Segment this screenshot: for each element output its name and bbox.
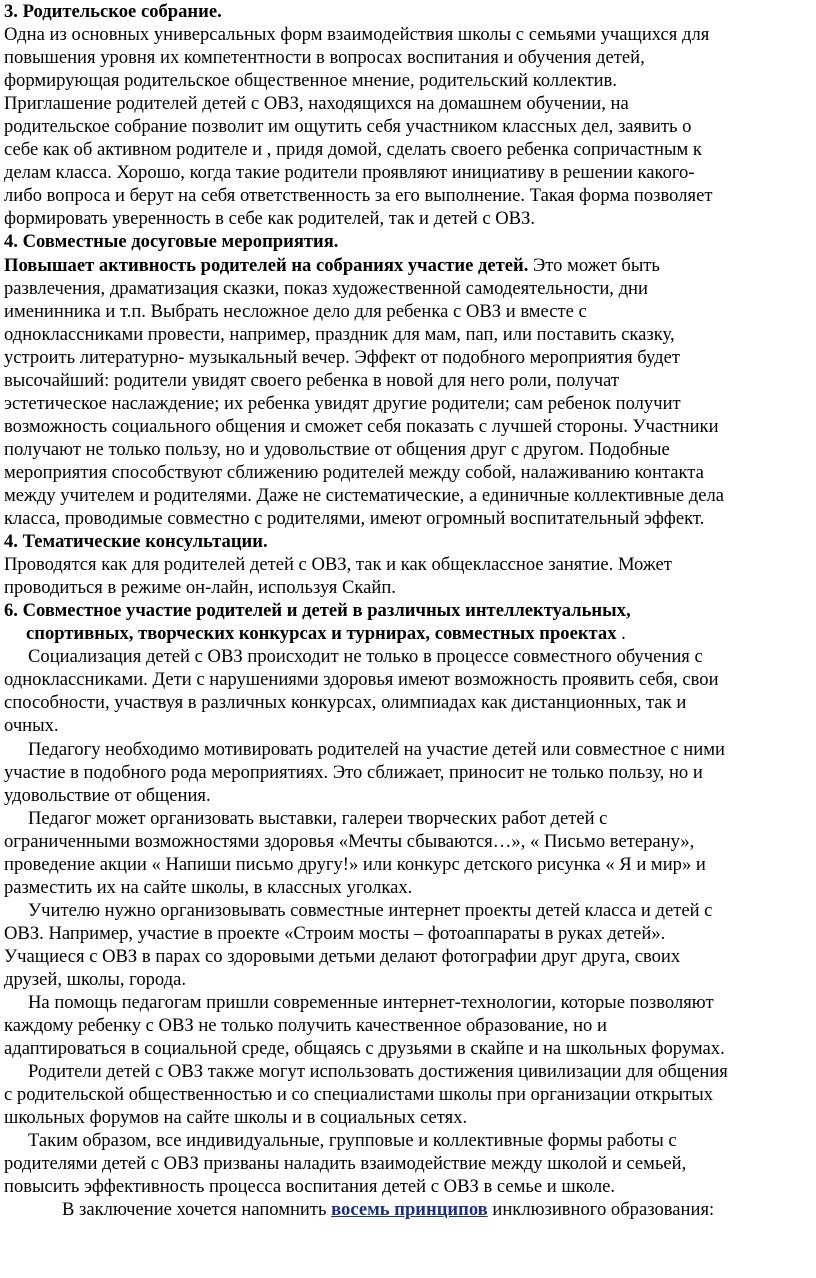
text-line: развлечения, драматизация сказки, показ художественной самодеятельности, дни [4, 277, 648, 299]
text-line: высочайший: родители увидят своего ребенка в новой для него роли, получат [4, 369, 620, 391]
text-line: проведение акции « Напиши письмо другу!» или конкурс детского рисунка « Я и мир» и [4, 853, 706, 875]
paragraph-technologies [4, 991, 812, 1060]
text-line: Проводятся как для родителей детей с ОВЗ, так и как общеклассное занятие. Может [4, 554, 672, 576]
bold-lead: Повышает активность родителей на собраниях участие детей. [4, 254, 529, 276]
text-line: эстетическое наслаждение; их ребенка увидят другие родители; сам ребенок получит [4, 392, 681, 414]
conclusion-after: инклюзивного образования: [487, 1199, 715, 1221]
text-line: Учителю нужно организовывать совместные интернет проекты детей класса и детей с [28, 899, 713, 921]
section-4-text [4, 254, 812, 531]
text-line: Родители детей с ОВЗ также могут использовать достижения цивилизации для общения [28, 1061, 728, 1083]
text-line: друзей, школы, города. [4, 968, 187, 990]
section-3-heading: 3. Родительское собрание. [4, 1, 222, 22]
text-line: либо вопроса и берут на себя ответственность за его выполнение. Такая форма позволяет [4, 185, 713, 207]
section-6-heading-line-1: 6. Совместное участие родителей и детей в различных интеллектуальных, [4, 600, 631, 622]
text-line: родительское собрание позволит им ощутить себя участником классных дел, заявить о [4, 116, 692, 138]
text-line: одноклассниками провести, например, праздник для мам, пап, или поставить сказку, [4, 323, 675, 345]
text-line: формирующая родительское общественное мнение, родительский коллектив. [4, 70, 617, 92]
paragraph-motivation [4, 738, 812, 807]
text-line: себе как об активном родителе и , придя домой, сделать своего ребенка сопричастным к [4, 139, 702, 161]
text-line: очных. [4, 715, 59, 737]
text-line: Социализация детей с ОВЗ происходит не только в процессе совместного обучения с [28, 646, 703, 668]
section-6-heading-line-2 [4, 622, 812, 645]
text-line: разместить их на сайте школы, в классных уголках. [4, 876, 413, 898]
section-6-heading-tail: . [616, 623, 626, 645]
text-line: делам класса. Хорошо, когда такие родители проявляют инициативу в решении какого- [4, 162, 695, 184]
text-line: школьных форумов на сайте школы и в социальных сетях. [4, 1107, 468, 1129]
text-line: между учителем и родителями. Даже не систематические, а единичные коллективные дела [4, 484, 725, 506]
principles-link[interactable]: восемь принципов [331, 1199, 488, 1221]
text-line: повышения уровня их компетентности в вопросах воспитания и обучения детей, [4, 47, 645, 69]
text-line: Учащиеся с ОВЗ в парах со здоровыми детьми делают фотографии друг друга, своих [4, 945, 681, 967]
text-line: На помощь педагогам пришли современные интернет-технологии, которые позволяют [28, 992, 714, 1014]
text-line: Приглашение родителей детей с ОВЗ, находящихся на домашнем обучении, на [4, 93, 629, 115]
text-line: участие в подобного рода мероприятиях. Это сближает, приносит не только пользу, но и [4, 761, 703, 783]
text-line: повысить эффективность процесса воспитания детей с ОВЗ в семье и школе. [4, 1176, 615, 1198]
paragraph-socialization [4, 645, 812, 737]
paragraph-exhibitions [4, 807, 812, 899]
text-line: проводиться в режиме он-лайн, используя Скайп. [4, 577, 396, 599]
lead-rest: Это может быть [528, 254, 660, 276]
text-line: удовольствие от общения. [4, 784, 211, 806]
section-consultations-heading: 4. Тематические консультации. [4, 531, 268, 553]
text-line: Педагогу необходимо мотивировать родителей на участие детей или совместное с ними [28, 738, 725, 760]
text-line: получают не только пользу, но и удовольствие от общения друг с другом. Подобные [4, 438, 670, 460]
text-line: возможность социального общения и сможет себя показать с лучшей стороны. Участники [4, 415, 719, 437]
section-consultations-text [4, 553, 812, 599]
paragraph-projects [4, 899, 812, 991]
text-line: мероприятия способствуют сближению родителей между собой, налаживанию контакта [4, 461, 704, 483]
text-line: устроить литературно- музыкальный вечер. Эффект от подобного мероприятия будет [4, 346, 681, 368]
text-line: ОВЗ. Например, участие в проекте «Строим мосты – фотоаппараты в руках детей». [4, 922, 666, 944]
text-line: класса, проводимые совместно с родителями, имеют огромный воспитательный эффект. [4, 508, 705, 530]
text-line: адаптироваться в социальной среде, общаясь с друзьями в скайпе и на школьных форумах. [4, 1038, 725, 1060]
text-line: именинника и т.п. Выбрать несложное дело для ребенка с ОВЗ и вместе с [4, 300, 587, 322]
text-line: формировать уверенность в себе как родителей, так и детей с ОВЗ. [4, 208, 536, 230]
text-line: Таким образом, все индивидуальные, групповые и коллективные формы работы с [28, 1130, 677, 1152]
paragraph-summary [4, 1129, 812, 1198]
text-line: с родительской общественностью и со специалистами школы при организации открытых [4, 1084, 714, 1106]
section-4-heading: 4. Совместные досуговые мероприятия. [4, 231, 339, 253]
paragraph-parents [4, 1060, 812, 1129]
text-line: Одна из основных универсальных форм взаимодействия школы с семьями учащихся для [4, 24, 710, 46]
section-6-heading-bold: спортивных, творческих конкурсах и турнирах, совместных проектах [26, 623, 617, 645]
text-line: ограниченными возможностями здоровья «Мечты сбываются…», « Письмо ветерану», [4, 830, 695, 852]
text-line: способности, участвуя в различных конкурсах, олимпиадах как дистанционных, так и [4, 692, 687, 714]
text-line: родителями детей с ОВЗ призваны наладить взаимодействие между школой и семьей, [4, 1153, 687, 1175]
section-3-text [4, 23, 812, 230]
conclusion-line [4, 1198, 812, 1221]
text-line [4, 254, 812, 277]
text-line: Педагог может организовать выставки, галереи творческих работ детей с [28, 807, 608, 829]
conclusion-before: В заключение хочется напомнить [62, 1199, 332, 1221]
text-line: каждому ребенку с ОВЗ не только получить качественное образование, но и [4, 1015, 607, 1037]
text-line: одноклассниками. Дети с нарушениями здоровья имеют возможность проявить себя, свои [4, 669, 719, 691]
document-page [4, 0, 812, 1221]
